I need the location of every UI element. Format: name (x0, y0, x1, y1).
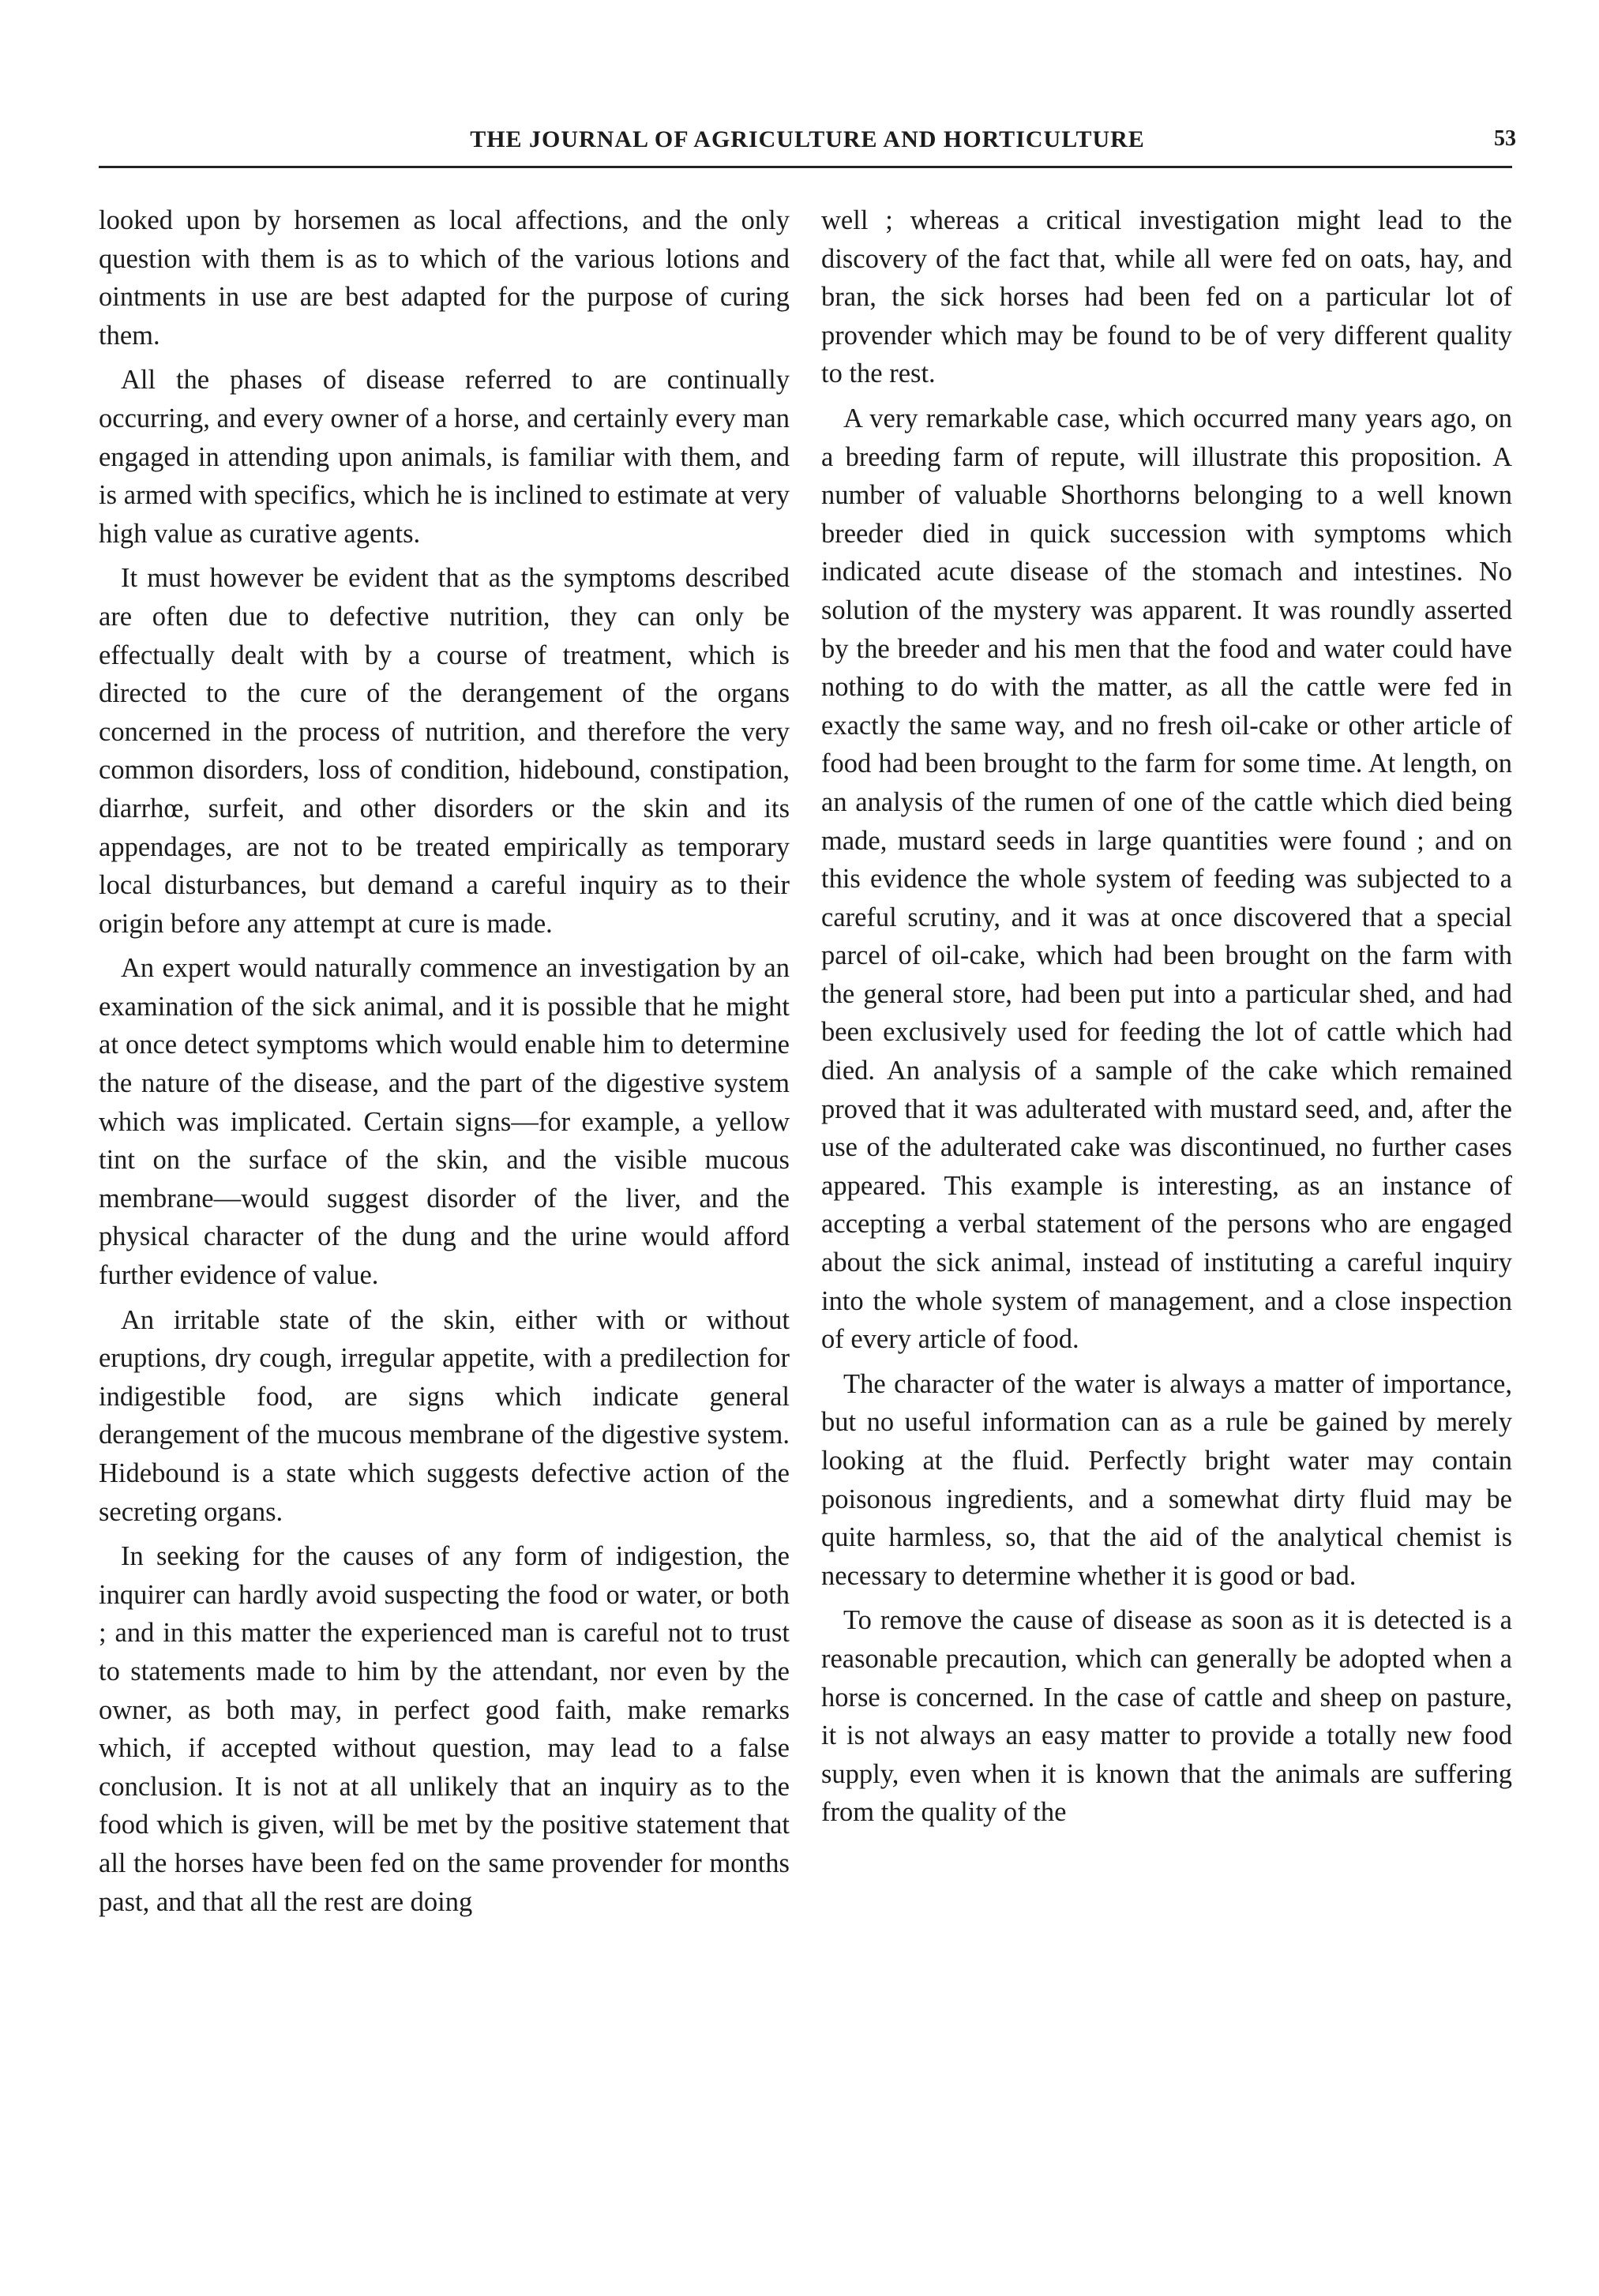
running-title: THE JOURNAL OF AGRICULTURE AND HORTICULTURE (470, 126, 1145, 152)
left-column (99, 201, 790, 1927)
paragraph: All the phases of disease referred to are continually occurring, and every owner of a horse, and certainly every man engaged in attending upon animals, is familiar with them, and is armed with specifics, which he is inclined to estimate at very high value as curative agents. (99, 365, 790, 549)
header-rule (99, 166, 1512, 168)
paragraph: An irritable state of the skin, either with or without eruptions, dry cough, irregular appetite, with a predilection for indigestible food, are signs which indicate general derangement of the mucous membrane of the digestive system. Hidebound is a state which suggests defective action of the secreting organs. (99, 1304, 790, 1527)
right-column (821, 201, 1512, 1838)
paragraph: A very remarkable case, which occurred many years ago, on a breeding farm of repute, will illustrate this proposition. A number of valuable Shorthorns belonging to a well known breeder died in quick succession with symptoms which indicated acute disease of the stomach and intestines. No solution of the mystery was apparent. It was roundly asserted by the breeder and his men that the food and water could have nothing to do with the matter, as all the cattle were fed in exactly the same way, and no fresh oil-cake or other article of food had been brought to the farm for some time. At length, on an analysis of the rumen of one of the cattle which died being made, mustard seeds in large quantities were found ; and on this evidence the whole system of feeding was subjected to a careful scrutiny, and it was at once discovered that a special parcel of oil-cake, which had been brought on the farm with the general store, had been put into a particular shed, and had been exclusively used for feeding the lot of cattle which had died. An analysis of a sample of the cake which remained proved that it was adulterated with mustard seed, and, after the use of the adulterated cake was discontinued, no further cases appeared. This example is interesting, as an instance of accepting a verbal statement of the persons who are engaged about the sick animal, instead of instituting a careful inquiry into the whole system of management, and a close inspection of every article of food. (821, 403, 1512, 1355)
paragraph: looked upon by horsemen as local affections, and the only question with them is as to which of the various lotions and ointments in use are best adapted for the purpose of curing them. (99, 205, 790, 351)
paragraph: well ; whereas a critical investigation might lead to the discovery of the fact that, while all were fed on oats, hay, and bran, the sick horses had been fed on a particular lot of provender which may be found to be of very different quality to the rest. (821, 205, 1512, 389)
paragraph: It must however be evident that as the symptoms described are often due to defective nutrition, they can only be effectually dealt with by a course of treatment, which is directed to the cure of the derangement of the organs concerned in the process of nutrition, and therefore the very common disorders, loss of condition, hidebound, constipation, diarrhœ, surfeit, and other disorders or the skin and its appendages, are not to be treated empirically as temporary local disturbances, but demand a careful inquiry as to their origin before any attempt at cure is made. (99, 563, 790, 939)
running-head (99, 120, 1516, 167)
paragraph: The character of the water is always a matter of importance, but no useful information can as a rule be gained by merely looking at the fluid. Perfectly bright water may contain poisonous ingredients, and a somewhat dirty fluid may be quite harmless, so, that the aid of the analytical chemist is necessary to determine whether it is good or bad. (821, 1368, 1512, 1591)
paragraph: In seeking for the causes of any form of indigestion, the inquirer can hardly avoid suspecting the food or water, or both ; and in this matter the experienced man is careful not to trust to statements made to him by the attendant, nor even by the owner, as both may, in perfect good faith, make remarks which, if accepted without question, may lead to a false conclusion. It is not at all unlikely that an inquiry as to the food which is given, will be met by the positive statement that all the horses have been fed on the same provender for months past, and that all the rest are doing (99, 1541, 790, 1917)
paragraph: To remove the cause of disease as soon as it is detected is a reasonable precaution, which can generally be adopted when a horse is concerned. In the case of cattle and sheep on pasture, it is not always an easy matter to provide a totally new food supply, even when it is known that the animals are suffering from the quality of the (821, 1605, 1512, 1828)
paragraph: An expert would naturally commence an investigation by an examination of the sick animal, and it is possible that he might at once detect symptoms which would enable him to determine the nature of the disease, and the part of the digestive system which was implicated. Certain signs—for example, a yellow tint on the surface of the skin, and the visible mucous membrane—would suggest disorder of the liver, and the physical character of the dung and the urine would afford further evidence of value. (99, 953, 790, 1291)
page-number: 53 (1494, 126, 1516, 151)
